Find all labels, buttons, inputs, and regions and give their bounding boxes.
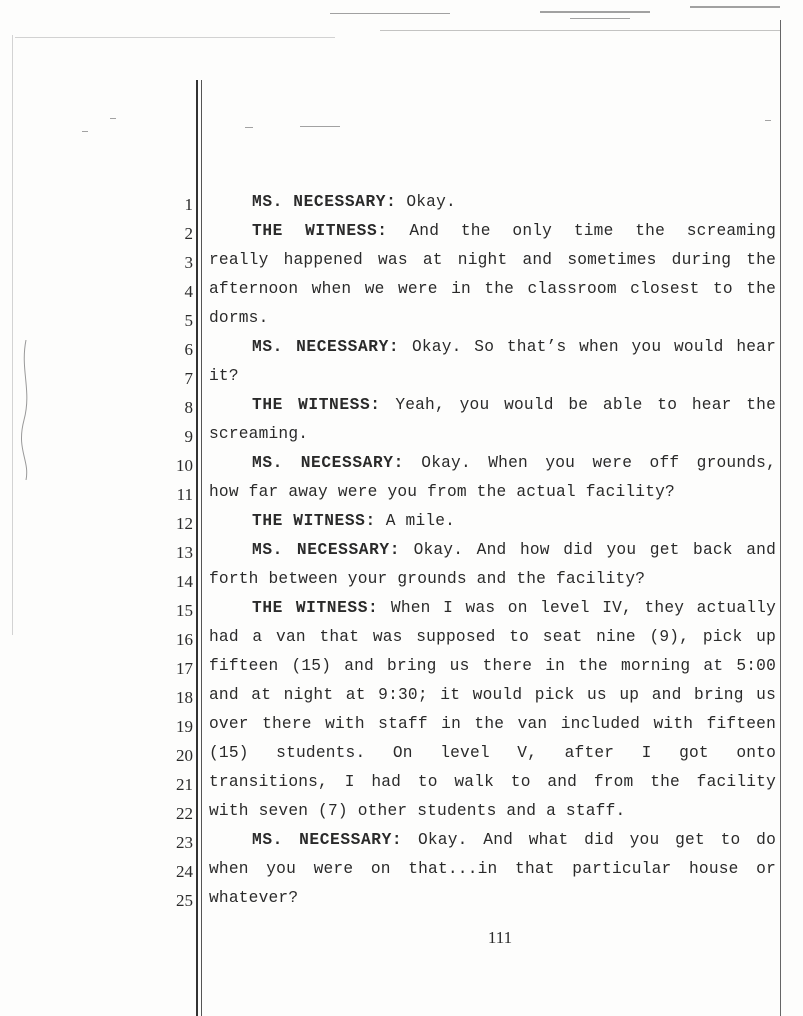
- line-number: 22: [176, 804, 193, 823]
- line-number: 23: [176, 833, 193, 852]
- line-text: [209, 889, 298, 907]
- transcript-line: [160, 827, 785, 856]
- scan-edge: [12, 35, 13, 635]
- speaker-label: MS. NECESSARY:: [252, 338, 400, 356]
- line-number: 13: [176, 543, 193, 562]
- transcript-line: [160, 479, 785, 508]
- line-text: [209, 773, 776, 791]
- line-text: [209, 657, 776, 675]
- speaker-label: MS. NECESSARY:: [252, 831, 403, 849]
- transcript-line: [160, 247, 785, 276]
- transcript-line: [160, 218, 785, 247]
- transcript-line: [160, 798, 785, 827]
- line-content: forth between your grounds and the facility?: [209, 570, 646, 588]
- line-content: Okay. And what did you get to do: [402, 831, 776, 849]
- transcript-line: [160, 595, 785, 624]
- line-text: [252, 541, 776, 559]
- line-number: 10: [176, 456, 193, 475]
- transcript-line: [160, 392, 785, 421]
- line-content: Yeah, you would be able to hear the: [380, 396, 776, 414]
- line-text: [252, 338, 776, 356]
- line-text: [252, 222, 776, 240]
- transcript-line: [160, 189, 785, 218]
- speaker-label: MS. NECESSARY:: [252, 541, 401, 559]
- transcript-line: [160, 421, 785, 450]
- line-text: [209, 425, 308, 443]
- scan-streak: [15, 37, 335, 38]
- line-content: dorms.: [209, 309, 269, 327]
- line-text: [209, 628, 776, 646]
- line-text: [252, 831, 776, 849]
- line-number: 11: [176, 485, 193, 504]
- line-content: When I was on level IV, they actually: [378, 599, 776, 617]
- transcript-line: [160, 769, 785, 798]
- scan-squiggle: [16, 340, 36, 480]
- page-number: 111: [487, 928, 513, 947]
- line-content: transitions, I had to walk to and from the facility: [209, 773, 776, 791]
- speaker-label: THE WITNESS:: [252, 396, 381, 414]
- transcript-line: [160, 508, 785, 537]
- line-number: 3: [184, 253, 193, 272]
- line-content: fifteen (15) and bring us there in the morning at 5:00: [209, 657, 776, 675]
- line-content: had a van that was supposed to seat nine (9), pick up: [209, 628, 776, 646]
- line-text: [209, 367, 239, 385]
- line-number: 8: [184, 398, 193, 417]
- scan-streak: [380, 30, 780, 31]
- line-number: 9: [184, 427, 193, 446]
- line-number: 1: [184, 195, 193, 214]
- line-content: Okay. So that’s when you would hear: [399, 338, 776, 356]
- line-text: [209, 309, 269, 327]
- line-number: 16: [176, 630, 193, 649]
- line-text: [252, 599, 776, 617]
- line-content: Okay.: [396, 193, 456, 211]
- transcript-line: [160, 711, 785, 740]
- scan-mark: [245, 127, 253, 128]
- line-number: 6: [184, 340, 193, 359]
- line-text: [209, 744, 776, 762]
- speaker-label: THE WITNESS:: [252, 222, 388, 240]
- transcript-line: [160, 450, 785, 479]
- line-text: [252, 454, 776, 472]
- line-content: how far away were you from the actual facility?: [209, 483, 675, 501]
- transcript-line: [160, 856, 785, 885]
- line-content: over there with staff in the van included with fifteen: [209, 715, 776, 733]
- scan-mark: [765, 120, 771, 121]
- line-content: And the only time the screaming: [387, 222, 776, 240]
- line-content: screaming.: [209, 425, 309, 443]
- scan-streak: [540, 11, 650, 13]
- line-text: [252, 396, 776, 414]
- line-content: it?: [209, 367, 239, 385]
- line-number: 24: [176, 862, 193, 881]
- transcript-line: [160, 537, 785, 566]
- line-number: 15: [176, 601, 193, 620]
- line-text: [252, 512, 455, 530]
- line-text: [209, 280, 776, 298]
- line-number: 12: [176, 514, 193, 533]
- transcript-line: [160, 305, 785, 334]
- line-content: with seven (7) other students and a staff.: [209, 802, 626, 820]
- line-text: [209, 483, 675, 501]
- line-number: 14: [176, 572, 193, 591]
- line-text: [252, 193, 456, 211]
- transcript-line: [160, 276, 785, 305]
- line-text: [209, 686, 776, 704]
- line-content: Okay. And how did you get back and: [400, 541, 776, 559]
- scan-streak: [330, 13, 450, 14]
- transcript-line: [160, 624, 785, 653]
- speaker-label: THE WITNESS:: [252, 599, 379, 617]
- transcript-line: [160, 653, 785, 682]
- transcript-line: [160, 363, 785, 392]
- line-number: 21: [176, 775, 193, 794]
- line-content: whatever?: [209, 889, 299, 907]
- line-content: when you were on that...in that particular house or: [209, 860, 776, 878]
- line-text: [209, 802, 625, 820]
- line-content: Okay. When you were off grounds,: [403, 454, 776, 472]
- line-number: 17: [176, 659, 193, 678]
- line-text: [209, 251, 776, 269]
- transcript-line: [160, 682, 785, 711]
- scan-streak: [570, 18, 630, 19]
- scan-mark: [82, 131, 88, 132]
- line-text: [209, 715, 776, 733]
- line-content: afternoon when we were in the classroom closest to the: [209, 280, 776, 298]
- speaker-label: THE WITNESS:: [252, 512, 376, 530]
- line-content: and at night at 9:30; it would pick us up and bring us: [209, 686, 776, 704]
- line-number: 2: [184, 224, 193, 243]
- line-content: really happened was at night and sometimes during the: [209, 251, 776, 269]
- line-number: 18: [176, 688, 193, 707]
- line-content: A mile.: [375, 512, 456, 530]
- speaker-label: MS. NECESSARY:: [252, 193, 397, 211]
- line-number: 20: [176, 746, 193, 765]
- line-number: 19: [176, 717, 193, 736]
- transcript-line: [160, 334, 785, 363]
- speaker-label: MS. NECESSARY:: [252, 454, 404, 472]
- line-number: 7: [184, 369, 193, 388]
- transcript-line: [160, 566, 785, 595]
- line-number: 5: [184, 311, 193, 330]
- scan-streak: [690, 6, 780, 8]
- transcript-line: [160, 885, 785, 914]
- scan-mark: [300, 126, 340, 127]
- line-content: (15) students. On level V, after I got onto: [209, 744, 776, 762]
- line-text: [209, 860, 776, 878]
- line-number: 4: [184, 282, 193, 301]
- line-text: [209, 570, 645, 588]
- line-number: 25: [176, 891, 193, 910]
- transcript-line: [160, 740, 785, 769]
- scan-mark: [110, 118, 116, 119]
